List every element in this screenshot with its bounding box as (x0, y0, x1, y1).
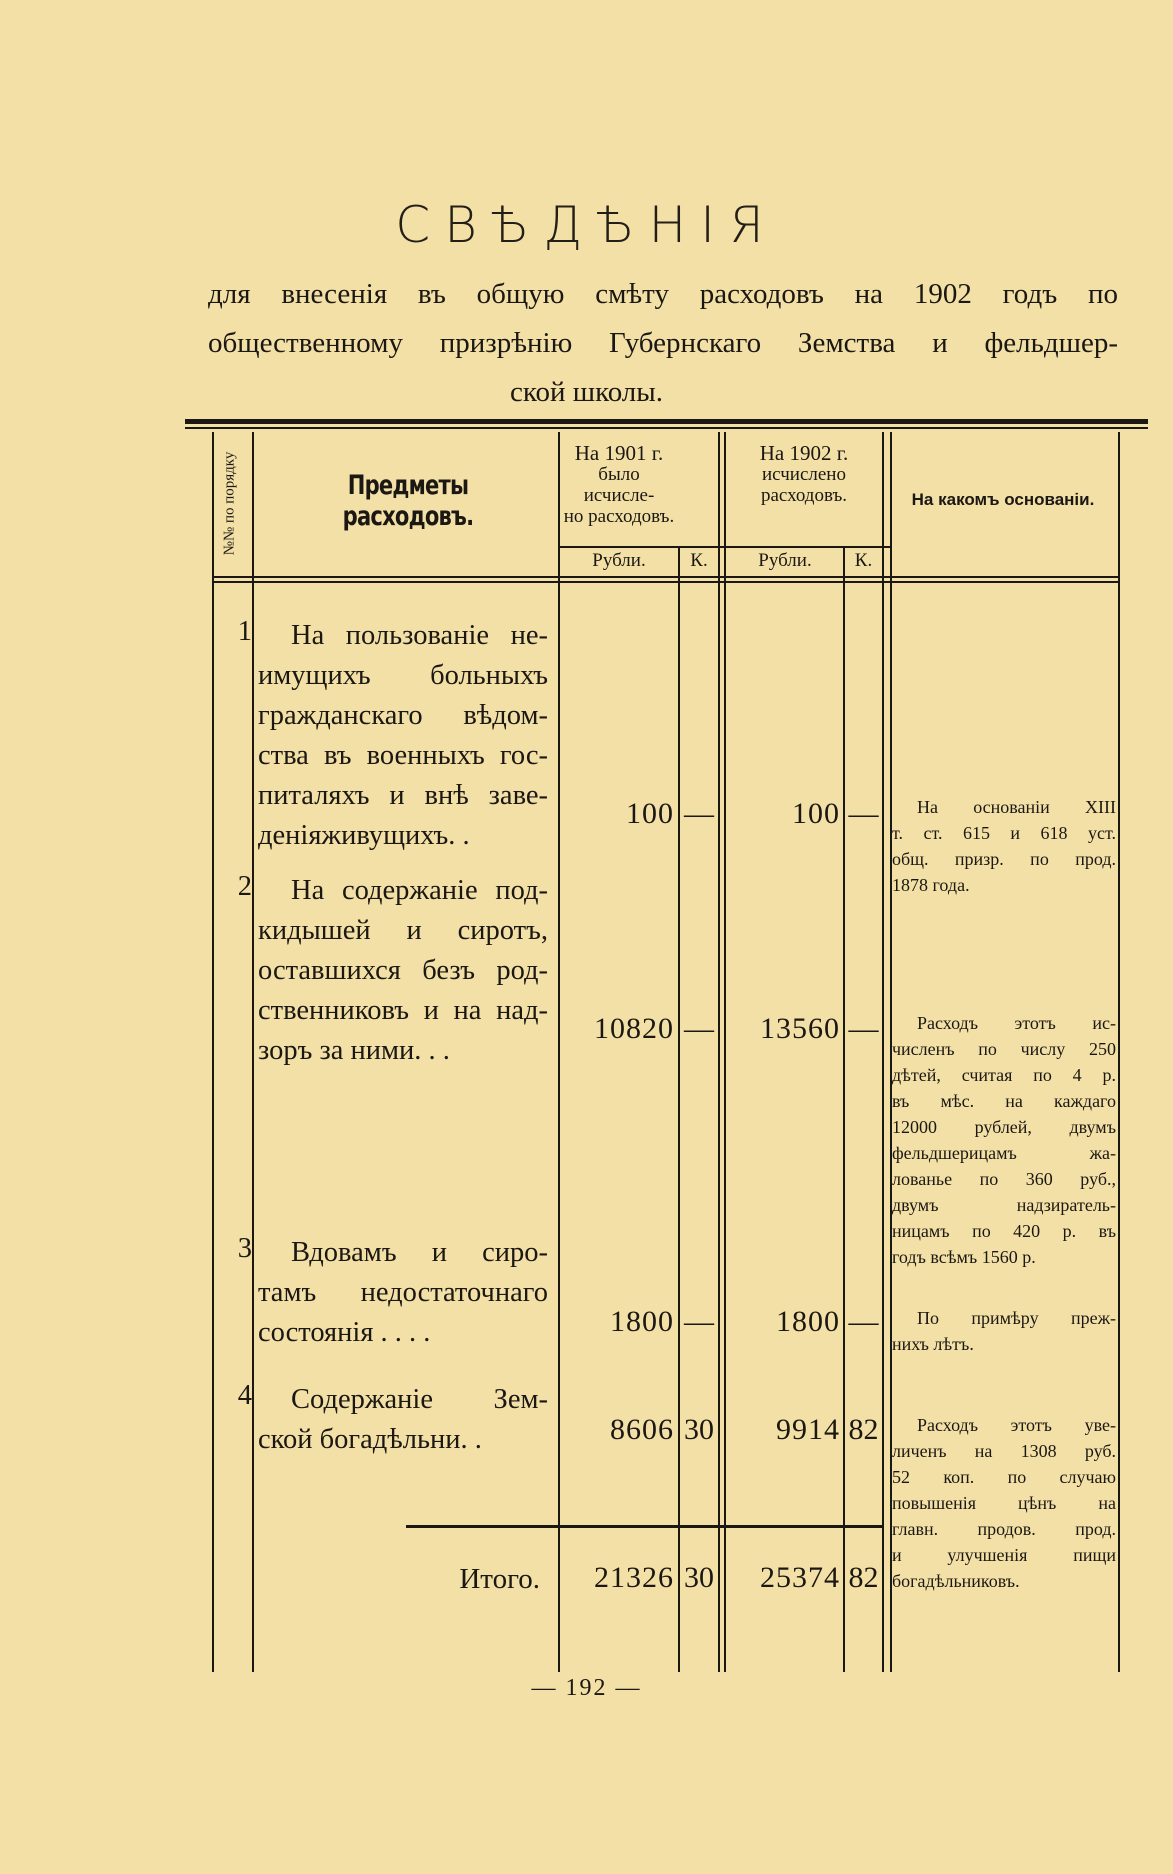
item-line: На содержаніе под- (291, 875, 548, 906)
header-number (208, 432, 252, 574)
amount-kop-1902: — (848, 1305, 879, 1338)
basis-line: годъ всѣмъ 1560 р. (892, 1247, 1036, 1267)
header-bottom-rule (212, 576, 1118, 578)
header-1902-line: На 1902 г. (759, 441, 849, 465)
basis-line: двумъ надзиратель- (892, 1195, 1116, 1215)
item-line: ственниковъ и на над- (258, 995, 548, 1026)
total-label: Итого. (459, 1563, 540, 1595)
item-line: состоянія . . . . (258, 1317, 431, 1348)
col-line (678, 548, 680, 1672)
item-line: имущихъ больныхъ (258, 660, 548, 691)
header-rubles-1902: Рубли. (758, 550, 812, 571)
amount-rub-1901: 100 (626, 797, 674, 830)
header-bottom-rule-2 (212, 581, 1118, 583)
basis-text (892, 1412, 1116, 1594)
subtitle-line-1: для внесенія въ общую смѣту расходовъ на 1902 годъ по (208, 278, 1118, 310)
item-line: питаляхъ и внѣ заве- (258, 780, 548, 811)
basis-line: въ мѣс. на каждаго (892, 1091, 1116, 1111)
basis-line: богадѣльниковъ. (892, 1571, 1020, 1591)
basis-line: повышенія цѣнъ на (892, 1493, 1116, 1513)
basis-line: фельдшерицамъ жа- (892, 1143, 1116, 1163)
item-line: оставшихся безъ род- (258, 955, 548, 986)
header-1901-line: было исчисле- (583, 464, 655, 506)
col-line (724, 432, 726, 1672)
header-1902-line: исчислено (762, 464, 846, 485)
item-line: кидышей и сиротъ, (258, 915, 548, 946)
amount-rub-1902: 100 (792, 797, 840, 830)
item-line: На пользованіе не- (291, 620, 548, 651)
basis-line: общ. призр. по прод. (892, 849, 1116, 869)
col-line (212, 432, 214, 1672)
amount-rub-1902: 1800 (776, 1305, 840, 1338)
basis-text (892, 794, 1116, 898)
item-line: гражданскаго вѣдом- (258, 700, 548, 731)
header-kopecks-1901: К. (690, 550, 708, 571)
subtitle-line-2: общественному призрѣнію Губернскаго Земства и фельдшер- (208, 327, 1118, 359)
page-title: СВѢДѢНІЯ (395, 196, 778, 254)
basis-line: 1878 года. (892, 875, 970, 895)
basis-line: нихъ лѣтъ. (892, 1334, 974, 1354)
basis-line: численъ по числу 250 (892, 1039, 1116, 1059)
amount-rub-1901: 8606 (610, 1413, 674, 1446)
item-line: ства въ военныхъ гос- (258, 740, 548, 771)
basis-line: дѣтей, считая по 4 р. (892, 1065, 1116, 1085)
header-1901 (562, 443, 676, 527)
item-description (258, 616, 548, 856)
basis-text (892, 1010, 1116, 1270)
basis-line: т. ст. 615 и 618 уст. (892, 823, 1116, 843)
row-number: 1 (237, 616, 252, 647)
item-description (258, 1380, 548, 1460)
subtitle-line-3: ской школы. (509, 376, 664, 408)
amount-rub-1902: 13560 (760, 1012, 840, 1045)
page-number: — 192 — (531, 1675, 642, 1701)
col-line (843, 548, 845, 1672)
table-top-rule-thin (185, 427, 1148, 429)
total-rule (406, 1525, 884, 1528)
item-line: тамъ недостаточнаго (258, 1277, 548, 1308)
header-number-label: №№ по порядку (221, 451, 238, 555)
header-kopecks-1902: К. (854, 550, 873, 571)
total-kop-1902: 82 (848, 1561, 879, 1594)
item-line: ской богадѣльни. . (258, 1424, 482, 1455)
header-1902-line: расходовъ. (760, 485, 848, 506)
item-line: Вдовамъ и сиро- (291, 1237, 548, 1268)
header-items: Предметы расходовъ. (342, 470, 474, 532)
amount-kop-1901: — (684, 1012, 714, 1045)
amount-kop-1902: 82 (848, 1413, 879, 1446)
header-1902 (728, 443, 880, 506)
item-line: зоръ за ними. . . (258, 1035, 450, 1066)
basis-line: лованье по 360 руб., (892, 1169, 1116, 1189)
col-line (1118, 432, 1120, 1672)
basis-line: Расходъ этотъ уве- (917, 1415, 1116, 1435)
basis-line: 52 коп. по случаю (892, 1467, 1116, 1487)
basis-text (892, 1305, 1116, 1357)
header-basis: На какомъ основаніи. (911, 490, 1095, 509)
row-number: 4 (237, 1380, 252, 1411)
amount-kop-1902: — (848, 797, 879, 830)
basis-line: По примѣру преж- (917, 1308, 1116, 1328)
basis-line: и улучшенія пищи (892, 1545, 1116, 1565)
col-line (252, 432, 254, 1672)
total-kop-1901: 30 (684, 1561, 714, 1594)
basis-line: ницамъ по 420 р. въ (892, 1221, 1116, 1241)
table-top-rule (185, 419, 1148, 424)
basis-line: главн. продов. прод. (892, 1519, 1116, 1539)
total-rub-1901: 21326 (594, 1561, 674, 1594)
header-rubles-1901: Рубли. (592, 550, 646, 571)
item-line: деніяживущихъ. . (258, 820, 470, 851)
row-number: 3 (237, 1233, 252, 1264)
col-line (718, 432, 720, 1672)
amount-kop-1902: — (848, 1012, 879, 1045)
item-description (258, 871, 548, 1071)
basis-line: 12000 рублей, двумъ (892, 1117, 1116, 1137)
amount-kop-1901: — (684, 797, 714, 830)
amount-kop-1901: — (684, 1305, 714, 1338)
item-description (258, 1233, 548, 1353)
amount-rub-1902: 9914 (776, 1413, 840, 1446)
amount-rub-1901: 1800 (610, 1305, 674, 1338)
amount-kop-1901: 30 (684, 1413, 714, 1446)
amount-rub-1901: 10820 (594, 1012, 674, 1045)
header-1901-line: На 1901 г. (574, 441, 664, 465)
col-line (882, 432, 884, 1672)
header-sub-rule (558, 546, 890, 548)
header-1901-line: но расходовъ. (563, 506, 675, 527)
total-rub-1902: 25374 (760, 1561, 840, 1594)
basis-line: На основаніи XIII (917, 797, 1116, 817)
row-number: 2 (237, 871, 252, 902)
col-line (558, 432, 560, 1672)
item-line: Содержаніе Зем- (291, 1384, 548, 1415)
basis-line: Расходъ этотъ ис- (917, 1013, 1116, 1033)
basis-line: личенъ на 1308 руб. (892, 1441, 1116, 1461)
